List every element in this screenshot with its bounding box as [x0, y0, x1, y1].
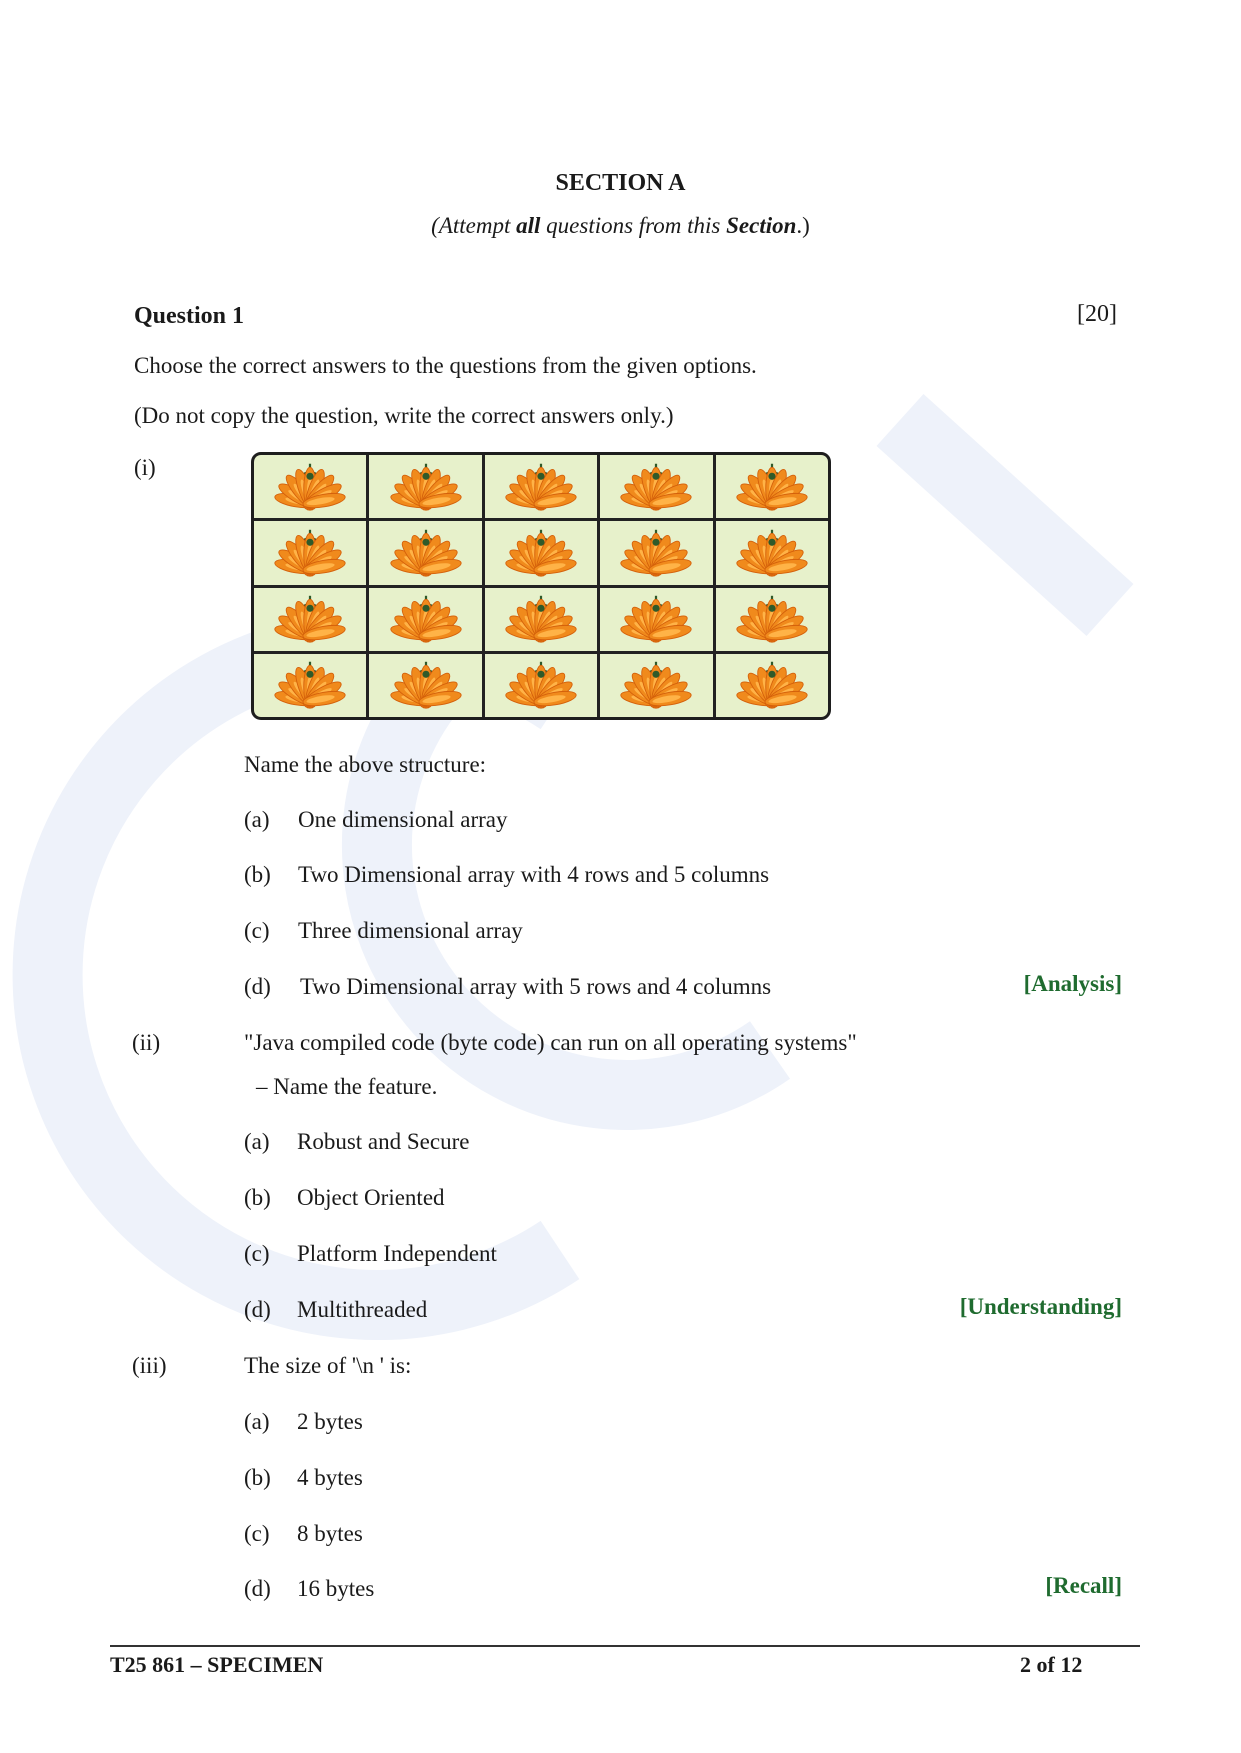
flower-icon [369, 654, 481, 717]
option-text: Two Dimensional array with 4 rows and 5 columns [298, 862, 770, 887]
question-title: Question 1 [134, 303, 245, 329]
question-instruction-2: (Do not copy the question, write the correct answers only.) [134, 403, 674, 428]
subquestion-prompt: Name the above structure: [244, 752, 487, 777]
flower-icon [254, 455, 366, 518]
option-text: 16 bytes [297, 1576, 375, 1601]
option-label: (d) [244, 974, 271, 999]
option-text: 2 bytes [297, 1409, 363, 1434]
flower-icon [485, 455, 597, 518]
option-text: Three dimensional array [298, 918, 523, 943]
cognitive-tag: [Analysis] [1023, 971, 1122, 996]
flower-icon [600, 455, 712, 518]
subquestion-prompt: "Java compiled code (byte code) can run on all operating systems" [244, 1030, 857, 1055]
flower-icon [369, 455, 481, 518]
subquestion-number: (i) [134, 455, 156, 480]
flower-icon [600, 654, 712, 717]
option-label: (b) [244, 862, 271, 887]
section-title: SECTION A [555, 170, 686, 196]
subquestion-prompt: The size of '\n ' is: [244, 1353, 412, 1378]
flower-icon [485, 654, 597, 717]
flower-icon [254, 588, 366, 651]
flower-icon [600, 521, 712, 584]
cognitive-tag: [Understanding] [959, 1294, 1122, 1319]
option-label: (c) [244, 1521, 270, 1546]
flower-icon [716, 654, 828, 717]
subquestion-number: (ii) [132, 1030, 161, 1055]
footer-paper-code: T25 861 – SPECIMEN [110, 1652, 324, 1677]
option-text: Platform Independent [297, 1241, 497, 1266]
flower-icon [600, 588, 712, 651]
question-instruction-1: Choose the correct answers to the questions from the given options. [134, 353, 757, 378]
subquestion-number: (iii) [132, 1353, 167, 1378]
flower-icon [716, 521, 828, 584]
option-text: 8 bytes [297, 1521, 363, 1546]
option-label: (a) [244, 807, 270, 832]
flower-icon [254, 521, 366, 584]
option-text: Object Oriented [297, 1185, 445, 1210]
question-marks: [20] [1077, 301, 1117, 327]
option-label: (a) [244, 1129, 270, 1154]
flower-icon [369, 521, 481, 584]
section-instruction: (Attempt all questions from this Section.) [431, 213, 810, 238]
flower-icon [716, 588, 828, 651]
option-label: (c) [244, 1241, 270, 1266]
option-text: Multithreaded [297, 1297, 428, 1322]
footer-divider [110, 1645, 1140, 1647]
flower-icon [716, 455, 828, 518]
flower-grid [251, 452, 831, 720]
flower-icon [485, 521, 597, 584]
option-text: Robust and Secure [297, 1129, 470, 1154]
subquestion-prompt-continued: – Name the feature. [256, 1074, 438, 1099]
option-text: One dimensional array [298, 807, 508, 832]
option-label: (b) [244, 1185, 271, 1210]
flower-icon [485, 588, 597, 651]
flower-icon [369, 588, 481, 651]
cognitive-tag: [Recall] [1045, 1573, 1122, 1598]
flower-icon [254, 654, 366, 717]
option-label: (d) [244, 1297, 271, 1322]
option-label: (a) [244, 1409, 270, 1434]
option-text: 4 bytes [297, 1465, 363, 1490]
option-label: (c) [244, 918, 270, 943]
option-label: (b) [244, 1465, 271, 1490]
option-label: (d) [244, 1576, 271, 1601]
option-text: Two Dimensional array with 5 rows and 4 columns [300, 974, 772, 999]
footer-page-number: 2 of 12 [1020, 1652, 1083, 1677]
